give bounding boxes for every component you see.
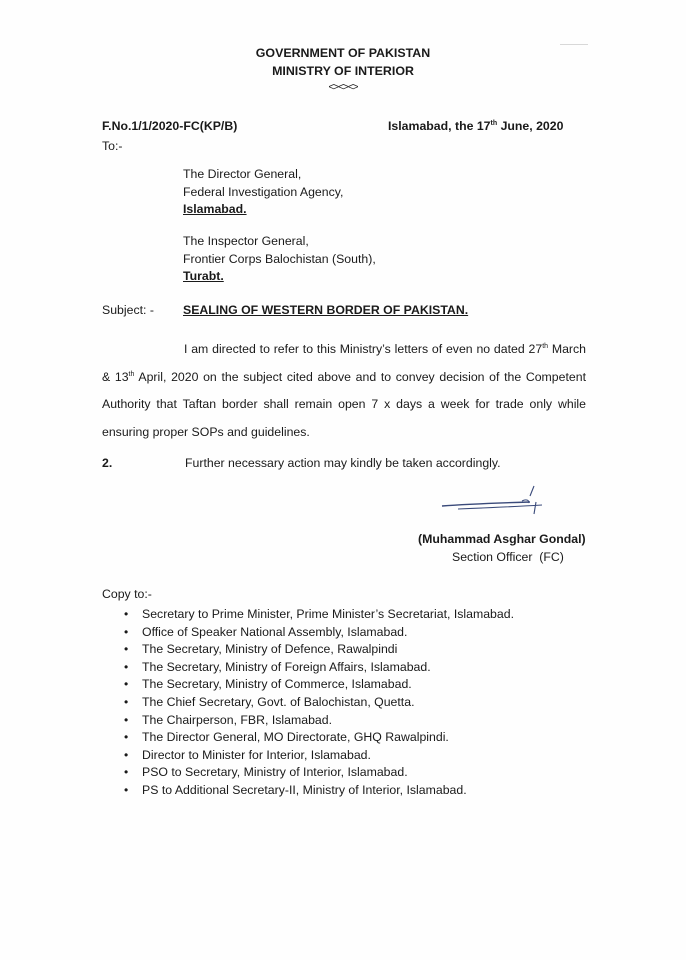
paragraph-1-part1: I am directed to refer to this Ministry’s letters of even no dated 27 (184, 342, 543, 356)
paragraph-1-sup2: th (128, 370, 135, 378)
date-superscript: th (490, 120, 498, 127)
file-number: F.No.1/1/2020-FC(KP/B) (102, 119, 238, 133)
list-item (124, 641, 514, 659)
list-item-text: PS to Additional Secretary-II, Ministry of Interior, Islamabad. (142, 782, 467, 797)
signature-image (438, 484, 548, 518)
bullet-icon: • (124, 747, 129, 762)
paragraph-2-text: Further necessary action may kindly be taken accordingly. (185, 456, 501, 470)
scan-mark (560, 44, 588, 45)
addressee-1-line1: The Director General, (183, 167, 302, 181)
list-item (124, 729, 514, 747)
list-item (124, 747, 514, 765)
list-item-text: Office of Speaker National Assembly, Islamabad. (142, 624, 408, 639)
paragraph-1 (102, 336, 586, 446)
list-item-text: The Director General, MO Directorate, GHQ Rawalpindi. (142, 730, 449, 745)
list-item (124, 782, 514, 800)
list-item (124, 694, 514, 712)
list-item-text: The Chairperson, FBR, Islamabad. (142, 712, 333, 727)
paragraph-1-part2: March & 13 (102, 342, 587, 384)
list-item (124, 712, 514, 730)
header-ministry: MINISTRY OF INTERIOR (272, 64, 414, 78)
list-item (124, 606, 514, 624)
subject-text: SEALING OF WESTERN BORDER OF PAKISTAN. (183, 303, 469, 317)
bullet-icon: • (124, 782, 129, 797)
addressee-2 (183, 233, 376, 286)
list-item-text: The Secretary, Ministry of Defence, Rawalpindi (142, 642, 398, 657)
list-item-text: The Chief Secretary, Govt. of Balochistan, Quetta. (142, 694, 415, 709)
addressee-2-line1: The Inspector General, (183, 234, 309, 248)
bullet-icon: • (124, 730, 129, 745)
signatory-name: (Muhammad Asghar Gondal) (418, 532, 586, 546)
place-date (388, 119, 563, 133)
signatory-designation: Section Officer (FC) (452, 550, 564, 564)
place-date-prefix: Islamabad, the 17 (388, 119, 491, 133)
header-government: GOVERNMENT OF PAKISTAN (255, 46, 431, 60)
bullet-icon: • (124, 659, 129, 674)
list-item (124, 659, 514, 677)
place-date-suffix: June, 2020 (500, 119, 564, 133)
subject-label: Subject: - (102, 303, 154, 317)
list-item-text: PSO to Secretary, Ministry of Interior, Islamabad. (142, 765, 408, 780)
list-item-text: Director to Minister for Interior, Islamabad. (142, 747, 371, 762)
bullet-icon: • (124, 624, 129, 639)
copy-to-label: Copy to:- (102, 587, 152, 601)
addressee-1-line2: Federal Investigation Agency, (183, 184, 344, 199)
paragraph-1-part3: April, 2020 on the subject cited above and to convey decision of the Competent Authority that Taftan border shall remain open 7 x days a week for trade only while ensuring proper SOPs and guidelines. (102, 369, 586, 439)
list-item-text: Secretary to Prime Minister, Prime Minister’s Secretariat, Islamabad. (142, 607, 514, 621)
copy-to-list (124, 606, 514, 800)
bullet-icon: • (124, 712, 129, 727)
bullet-icon: • (124, 677, 129, 692)
bullet-icon: • (124, 765, 129, 780)
list-item (124, 764, 514, 782)
bullet-icon: • (124, 694, 129, 709)
paragraph-1-sup1: th (542, 343, 549, 350)
list-item-text: The Secretary, Ministry of Commerce, Islamabad. (142, 677, 412, 692)
list-item-text: The Secretary, Ministry of Foreign Affairs, Islamabad. (142, 659, 431, 674)
list-item (124, 624, 514, 642)
addressee-2-city: Turabt. (183, 269, 224, 283)
bullet-icon: • (124, 642, 129, 657)
addressee-2-line2: Frontier Corps Balochistan (South), (183, 251, 376, 266)
bullet-icon: • (124, 607, 129, 621)
header-ornament: <><><> (328, 82, 358, 93)
paragraph-2-number: 2. (102, 456, 113, 470)
list-item (124, 676, 514, 694)
addressee-1-city: Islamabad. (183, 202, 247, 216)
addressee-1 (183, 166, 343, 219)
to-label: To:- (102, 139, 123, 153)
